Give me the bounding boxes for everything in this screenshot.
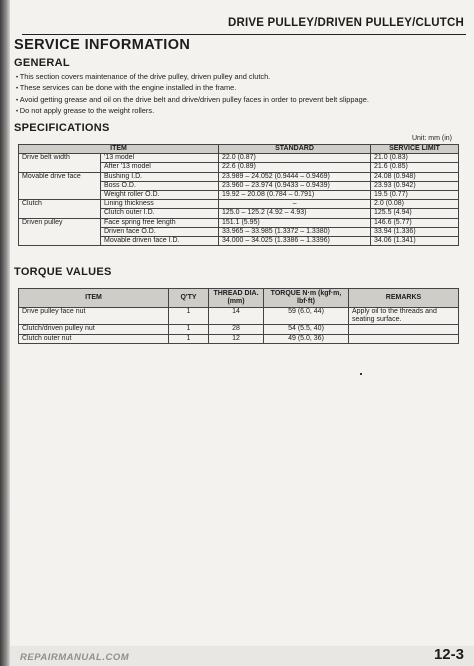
torque-remarks: Apply oil to the threads and seating surface. bbox=[349, 308, 459, 325]
spec-limit: 2.0 (0.08) bbox=[371, 200, 459, 209]
spec-standard: 22.6 (0.89) bbox=[219, 163, 371, 172]
general-bullet: • These services can be done with the engine installed in the frame. bbox=[16, 83, 369, 94]
torque-header-thread: THREAD DIA. (mm) bbox=[209, 289, 264, 308]
spec-limit: 23.93 (0.942) bbox=[371, 181, 459, 190]
table-row bbox=[19, 308, 459, 325]
spec-standard: – bbox=[219, 200, 371, 209]
specifications-heading: SPECIFICATIONS bbox=[14, 122, 110, 134]
spec-group: Drive belt width bbox=[19, 154, 101, 172]
spec-limit: 125.5 (4.94) bbox=[371, 209, 459, 218]
table-row bbox=[19, 218, 459, 227]
spec-standard: 125.0 – 125.2 (4.92 – 4.93) bbox=[219, 209, 371, 218]
watermark-logo: REPAIRMANUAL.COM bbox=[20, 652, 130, 663]
torque-item: Clutch/driven pulley nut bbox=[19, 325, 169, 334]
spec-header-standard: STANDARD bbox=[219, 145, 371, 154]
torque-values-table bbox=[18, 288, 459, 344]
torque-item: Drive pulley face nut bbox=[19, 308, 169, 325]
spec-item: Driven face O.D. bbox=[101, 227, 219, 236]
spec-standard: 33.965 – 33.985 (1.3372 – 1.3380) bbox=[219, 227, 371, 236]
torque-header-row bbox=[19, 289, 459, 308]
spec-item: '13 model bbox=[101, 154, 219, 163]
general-bullet: • Do not apply grease to the weight rollers. bbox=[16, 106, 369, 117]
spec-item: Boss O.D. bbox=[101, 181, 219, 190]
torque-remarks bbox=[349, 334, 459, 343]
spec-limit: 21.6 (0.85) bbox=[371, 163, 459, 172]
spec-limit: 146.6 (5.77) bbox=[371, 218, 459, 227]
spec-limit: 33.94 (1.336) bbox=[371, 227, 459, 236]
spec-item: Face spring free length bbox=[101, 218, 219, 227]
spec-group: Clutch bbox=[19, 200, 101, 218]
spec-header-item: ITEM bbox=[19, 145, 219, 154]
spec-limit: 24.08 (0.948) bbox=[371, 172, 459, 181]
specifications-table bbox=[18, 144, 459, 246]
torque-value: 54 (5.5, 40) bbox=[264, 325, 349, 334]
torque-header-qty: Q'TY bbox=[169, 289, 209, 308]
torque-remarks bbox=[349, 325, 459, 334]
manual-page bbox=[10, 0, 474, 666]
torque-qty: 1 bbox=[169, 308, 209, 325]
spec-item: Bushing I.D. bbox=[101, 172, 219, 181]
table-row bbox=[19, 200, 459, 209]
torque-value: 49 (5.0, 36) bbox=[264, 334, 349, 343]
spec-standard: 151.1 (5.95) bbox=[219, 218, 371, 227]
spec-standard: 23.989 – 24.052 (0.9444 – 0.9469) bbox=[219, 172, 371, 181]
torque-thread: 12 bbox=[209, 334, 264, 343]
torque-values-heading: TORQUE VALUES bbox=[14, 266, 112, 278]
table-row bbox=[19, 154, 459, 163]
table-row bbox=[19, 172, 459, 181]
general-bullet: • Avoid getting grease and oil on the drive belt and drive/driven pulley faces in order to prevent belt slippage. bbox=[16, 95, 369, 106]
torque-qty: 1 bbox=[169, 334, 209, 343]
spec-group: Driven pulley bbox=[19, 218, 101, 246]
spec-header-limit: SERVICE LIMIT bbox=[371, 145, 459, 154]
spec-item: Weight roller O.D. bbox=[101, 191, 219, 200]
section-header-title: DRIVE PULLEY/DRIVEN PULLEY/CLUTCH bbox=[228, 17, 464, 29]
torque-item: Clutch outer nut bbox=[19, 334, 169, 343]
spec-standard: 19.92 – 20.08 (0.784 – 0.791) bbox=[219, 191, 371, 200]
spec-limit: 34.06 (1.341) bbox=[371, 237, 459, 246]
spec-item: After '13 model bbox=[101, 163, 219, 172]
spec-standard: 23.960 – 23.974 (0.9433 – 0.9439) bbox=[219, 181, 371, 190]
torque-thread: 28 bbox=[209, 325, 264, 334]
spec-item: Clutch outer I.D. bbox=[101, 209, 219, 218]
general-bullet-list bbox=[16, 72, 369, 118]
torque-header-remarks: REMARKS bbox=[349, 289, 459, 308]
page-binding-shadow bbox=[0, 0, 10, 666]
spec-limit: 21.0 (0.83) bbox=[371, 154, 459, 163]
spec-limit: 19.5 (0.77) bbox=[371, 191, 459, 200]
header-divider bbox=[22, 34, 466, 35]
torque-qty: 1 bbox=[169, 325, 209, 334]
print-speck bbox=[360, 373, 362, 375]
torque-header-item: ITEM bbox=[19, 289, 169, 308]
table-row bbox=[19, 325, 459, 334]
spec-unit-label: Unit: mm (in) bbox=[411, 135, 452, 142]
spec-standard: 34.000 – 34.025 (1.3386 – 1.3396) bbox=[219, 237, 371, 246]
spec-standard: 22.0 (0.87) bbox=[219, 154, 371, 163]
general-bullet: • This section covers maintenance of the drive pulley, driven pulley and clutch. bbox=[16, 72, 369, 83]
service-information-heading: SERVICE INFORMATION bbox=[14, 37, 191, 53]
spec-item: Movable driven face I.D. bbox=[101, 237, 219, 246]
torque-header-torque: TORQUE N·m (kgf·m, lbf·ft) bbox=[264, 289, 349, 308]
spec-group: Movable drive face bbox=[19, 172, 101, 200]
page-number: 12-3 bbox=[433, 646, 464, 663]
spec-header-row bbox=[19, 145, 459, 154]
table-row bbox=[19, 334, 459, 343]
torque-thread: 14 bbox=[209, 308, 264, 325]
spec-item: Lining thickness bbox=[101, 200, 219, 209]
general-heading: GENERAL bbox=[14, 57, 70, 69]
torque-value: 59 (6.0, 44) bbox=[264, 308, 349, 325]
